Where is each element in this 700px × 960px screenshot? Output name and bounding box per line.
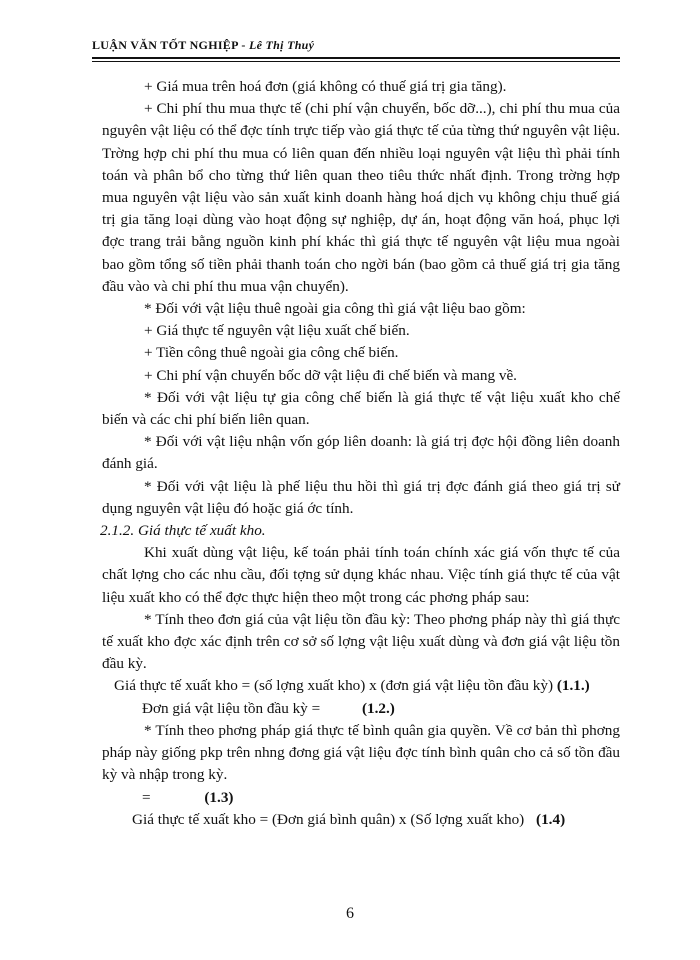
formula-text: Giá thực tế xuất kho = (Đơn giá bình quân) x (Số lợng xuất kho) bbox=[132, 810, 525, 828]
header-rule-thin bbox=[92, 61, 620, 62]
paragraph: + Chi phí vận chuyển bốc dỡ vật liệu đi chế biến và mang về. bbox=[144, 366, 517, 384]
paragraph: * Đối với vật liệu thuê ngoài gia công thì giá vật liệu bao gồm: bbox=[144, 300, 526, 318]
formula-1-2 bbox=[142, 698, 620, 720]
formula-number: (1.2.) bbox=[361, 699, 395, 717]
formula-1-3 bbox=[142, 787, 620, 809]
header-rule-thick bbox=[92, 57, 620, 59]
paragraph: Khi xuất dùng vật liệu, kế toán phải tính toán chính xác giá vốn thực tế của chất lợng cho các nhu cầu, đối tợng sử dụng khác nhau. Việc tính giá thực tế của vật liệu xuất kho có thể đợc thực hiện theo một trong các phơng pháp sau: bbox=[102, 544, 620, 606]
formula-text: Giá thực tế xuất kho = (số lợng xuất kho) x (đơn giá vật liệu tồn đầu kỳ) bbox=[114, 677, 554, 695]
formula-text: Đơn giá vật liệu tồn đầu kỳ = bbox=[142, 699, 321, 717]
paragraph: * Tính theo đơn giá của vật liệu tồn đầu kỳ: Theo phơng pháp này thì giá thực tế xuất kho đợc xác định trên cơ sở số lợng vật liệu xuất dùng và đơn giá vật liệu tồn đầu kỳ. bbox=[102, 610, 620, 673]
formula-number: (1.1.) bbox=[556, 677, 590, 695]
paragraph: * Đối với vật liệu nhận vốn góp liên doanh: là giá trị đợc hội đồng liên doanh đánh giá. bbox=[102, 433, 620, 473]
formula-1-4 bbox=[132, 809, 620, 831]
paragraph: * Đối với vật liệu là phế liệu thu hồi thì giá trị đợc đánh giá theo giá trị sử dụng nguyên vật liệu đó hoặc giá ớc tính. bbox=[102, 477, 620, 517]
paragraph: * Tính theo phơng pháp giá thực tế bình quân gia quyền. Về cơ bản thì phơng pháp này giống pkp trên nhng đơng giá vật liệu đợc tính bình quân cho cả số tồn đầu kỳ và nhập trong kỳ. bbox=[102, 721, 620, 784]
page-number: 6 bbox=[346, 905, 354, 922]
header-title: LUẬN VĂN TỐT NGHIỆP - bbox=[92, 38, 246, 52]
document-body bbox=[102, 76, 620, 831]
paragraph: + Giá thực tế nguyên vật liệu xuất chế biến. bbox=[144, 322, 410, 340]
section-title: 2.1.2. Giá thực tế xuất kho. bbox=[100, 522, 266, 540]
formula-1-1 bbox=[114, 675, 620, 697]
paragraph: + Tiền công thuê ngoài gia công chế biến. bbox=[144, 344, 399, 362]
header-author: Lê Thị Thuý bbox=[248, 38, 315, 52]
paragraph: + Chi phí thu mua thực tế (chi phí vận chuyển, bốc dỡ...), chi phí thu mua của nguyên vật liệu có thể đợc tính trực tiếp vào giá thực tế của từng thứ nguyên vật liệu. Trờng hợp chi phí thu mua có liên quan đến nhiều loại nguyên vật liệu thì phải tính toán và phân bổ cho từng thứ liên quan theo tiêu thức nhất định. Trong trờng hợp mua nguyên vật liệu vào sản xuất kinh doanh hàng hoá dịch vụ không chịu thuế giá trị gia tăng loại dùng vào hoạt động sự nghiệp, dự án, hoạt động văn hoá, phục lợi đợc trang trải bằng nguồn kinh phí khác thì giá thực tế nguyên vật liệu mua ngoài bao gồm tổng số tiền phải thanh toán cho ngời bán (bao gồm cả thuế giá trị gia tăng đầu vào và chi phí thu mua vận chuyển). bbox=[102, 100, 620, 295]
formula-text: = bbox=[142, 788, 151, 806]
paragraph: * Đối với vật liệu tự gia công chế biến là giá thực tế vật liệu xuất kho chế biến và các chi phí biến liên quan. bbox=[102, 388, 620, 429]
formula-number: (1.4) bbox=[536, 810, 566, 828]
page-header bbox=[92, 38, 620, 53]
formula-number: (1.3) bbox=[204, 788, 234, 806]
paragraph: + Giá mua trên hoá đơn (giá không có thuế giá trị gia tăng). bbox=[144, 78, 507, 95]
